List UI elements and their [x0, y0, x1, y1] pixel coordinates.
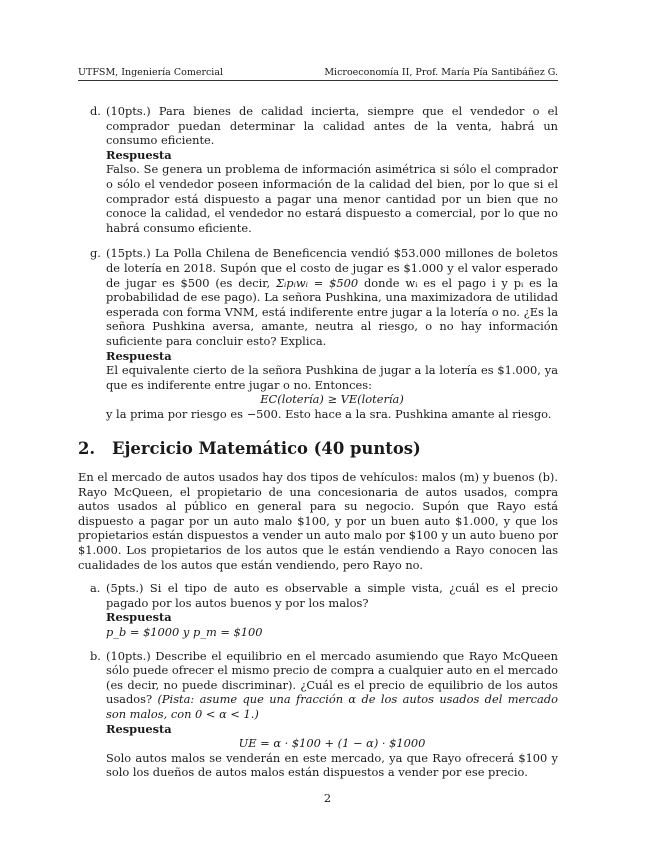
question-text: (10pts.) Para bienes de calidad incierta, siempre que el vendedor o el comprador puedan determinar la calidad antes de la venta, habrá un consumo eficiente.	[106, 104, 558, 148]
list-item-b	[78, 649, 558, 780]
response-heading: Respuesta	[106, 721, 172, 736]
item-label: g.	[90, 246, 101, 261]
header-left: UTFSM, Ingeniería Comercial	[78, 67, 224, 78]
list-item-g	[78, 246, 558, 421]
response-heading: Respuesta	[106, 348, 172, 363]
list-item-d	[78, 104, 558, 235]
answer-text: El equivalente cierto de la señora Pushkina de jugar a la lotería es $1.000, ya que es indiferente entre jugar o no. Entonces:	[106, 363, 558, 392]
section-title	[78, 439, 558, 459]
item-label: d.	[90, 104, 101, 118]
question-main: (10pts.) Describe el equilibrio en el mercado asumiendo que Rayo McQueen sólo puede ofrecer el mismo precio de compra a cualquier auto en el mercado (es decir, no puede discriminar). ¿Cuál es el precio de equilibrio de los autos usados?	[106, 648, 558, 707]
question-math: Σᵢpᵢwᵢ = $500	[275, 275, 359, 290]
header-right: Microeconomía II, Prof. María Pía Santibáñez G.	[324, 67, 558, 78]
question-text	[106, 649, 558, 722]
section-intro: En el mercado de autos usados hay dos tipos de vehículos: malos (m) y buenos (b). Rayo McQueen, el propietario de una concesionaria de autos usados, compra autos usados al público en general para su negocio. Supón que Rayo está dispuesto a pagar por un auto malo $100, y por un buen auto $1.000, y que los propietarios están dispuestos a vender un auto malo por $100 y un auto bueno por $1.000. Los propietarios de los autos que le están vendiendo a Rayo conocen las cualidades de los autos que están vendiendo, pero Rayo no.	[78, 470, 558, 572]
question-part-a: (15pts.) La Polla Chilena de Beneficencia vendió $53.000 millones de boletos de lotería en 2018. Supón que el costo de jugar es $1.000 y el valor esperado de jugar es $500 (es decir,	[106, 246, 558, 290]
question-text: (5pts.) Si el tipo de auto es observable a simple vista, ¿cuál es el precio pagado por los autos buenos y por los malos?	[106, 581, 558, 610]
item-label: a.	[90, 581, 101, 596]
list-item-a	[78, 581, 558, 639]
response-heading: Respuesta	[106, 147, 172, 162]
header-rule	[78, 80, 558, 81]
answer-text: p_b = $1000 y p_m = $100	[106, 625, 263, 639]
page-content	[78, 104, 558, 780]
answer-text: Falso. Se genera un problema de información asimétrica si sólo el comprador o sólo el vendedor poseen información de la calidad del bien, por lo que si el comprador está dispuesto a pagar una menor cantidad por un bien que no conoce la calidad, el vendedor no estará dispuesto a comercial, por lo que no habrá consumo eficiente.	[106, 162, 558, 235]
question-text	[106, 246, 558, 348]
section-number: 2.	[78, 439, 96, 459]
answer-text: Solo autos malos se venderán en este mercado, ya que Rayo ofrecerá $100 y solo los dueños de autos malos están dispuestos a vender por ese precio.	[106, 750, 558, 780]
question-hint: (Pista: asume que una fracción α de los autos usados del mercado son malos, con 0 < α < 1.)	[106, 692, 558, 721]
equation: EC(lotería) ≥ VE(lotería)	[260, 392, 404, 407]
item-label: b.	[90, 648, 101, 663]
section-title-text: Ejercicio Matemático (40 puntos)	[112, 439, 421, 459]
equation: UE = α · $100 + (1 − α) · $1000	[238, 736, 426, 751]
question-part-b: donde wᵢ es el pago i y pᵢ es la probabilidad de ese pago). La señora Pushkina, una maximizadora de utilidad esperada con forma VNM, está indiferente entre jugar a la lotería o no. ¿Es la señora Pushkina aversa, amante, neutra al riesgo, o no hay información suficiente para concluir esto? Explica.	[106, 275, 558, 348]
conclusion-text: y la prima por riesgo es −500. Esto hace a la sra. Pushkina amante al riesgo.	[106, 406, 552, 421]
response-heading: Respuesta	[106, 610, 172, 625]
page-number: 2	[323, 791, 332, 805]
